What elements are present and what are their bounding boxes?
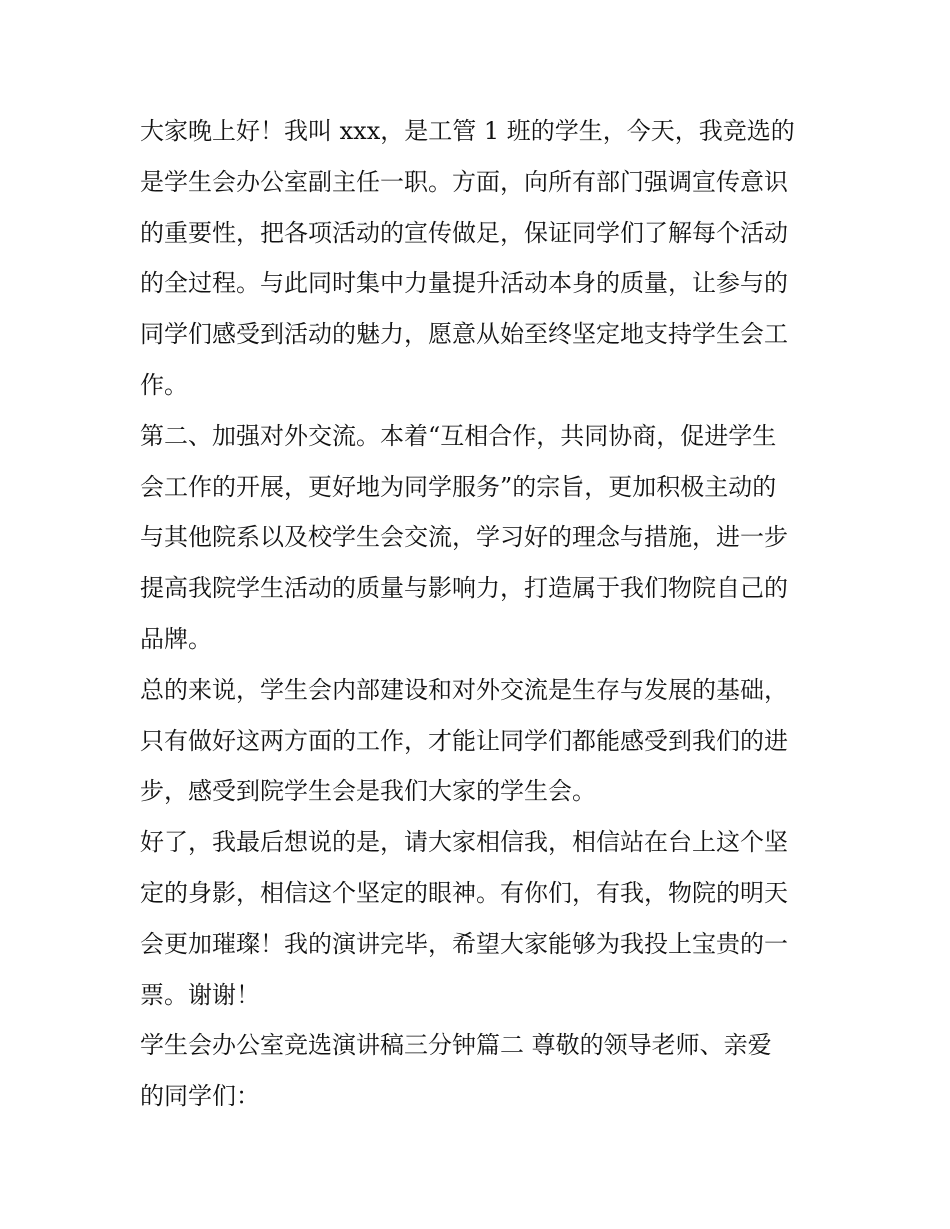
- text-line: 提高我院学生活动的质量与影响力，打造属于我们物院自己的: [140, 574, 788, 603]
- paragraph-next-speech: [140, 1020, 820, 1122]
- text-line: 同学们感受到活动的魅力，愿意从始至终坚定地支持学生会工: [140, 320, 788, 349]
- paragraph-summary: [140, 665, 820, 817]
- text-line: 品牌。: [140, 624, 212, 653]
- text-line: 只有做好这两方面的工作，才能让同学们都能感受到我们的进: [140, 726, 788, 755]
- text-line: 是学生会办公室副主任一职。方面，向所有部门强调宣传意识: [140, 167, 788, 196]
- text-line: 大家晚上好！我叫 xxx，是工管 1 班的学生，今天，我竞选的: [140, 117, 795, 145]
- text-line: 会工作的开展，更好地为同学服务”的宗旨，更加积极主动的: [140, 472, 777, 501]
- text-line: 票。谢谢！: [140, 980, 260, 1009]
- text-line: 的重要性，把各项活动的宣传做足，保证同学们了解每个活动: [140, 218, 788, 247]
- text-line: 与其他院系以及校学生会交流，学习好的理念与措施，进一步: [140, 523, 788, 552]
- paragraph-exchange: [140, 411, 820, 665]
- text-line: 学生会办公室竞选演讲稿三分钟篇二 尊敬的领导老师、亲爱: [140, 1031, 772, 1060]
- document-page: [140, 106, 820, 1122]
- text-line: 好了，我最后想说的是，请大家相信我，相信站在台上这个坚: [140, 828, 788, 857]
- text-line: 会更加璀璨！我的演讲完毕，希望大家能够为我投上宝贵的一: [140, 929, 788, 958]
- text-line: 的全过程。与此同时集中力量提升活动本身的质量，让参与的: [140, 269, 788, 298]
- text-line: 第二、加强对外交流。本着“互相合作，共同协商，促进学生: [140, 421, 777, 450]
- paragraph-intro: [140, 106, 820, 411]
- paragraph-closing: [140, 817, 820, 1020]
- text-line: 总的来说，学生会内部建设和对外交流是生存与发展的基础，: [140, 675, 788, 704]
- text-line: 定的身影，相信这个坚定的眼神。有你们，有我，物院的明天: [140, 878, 788, 907]
- text-line: 的同学们：: [140, 1082, 260, 1111]
- text-line: 作。: [140, 370, 188, 399]
- text-line: 步，感受到院学生会是我们大家的学生会。: [140, 777, 596, 806]
